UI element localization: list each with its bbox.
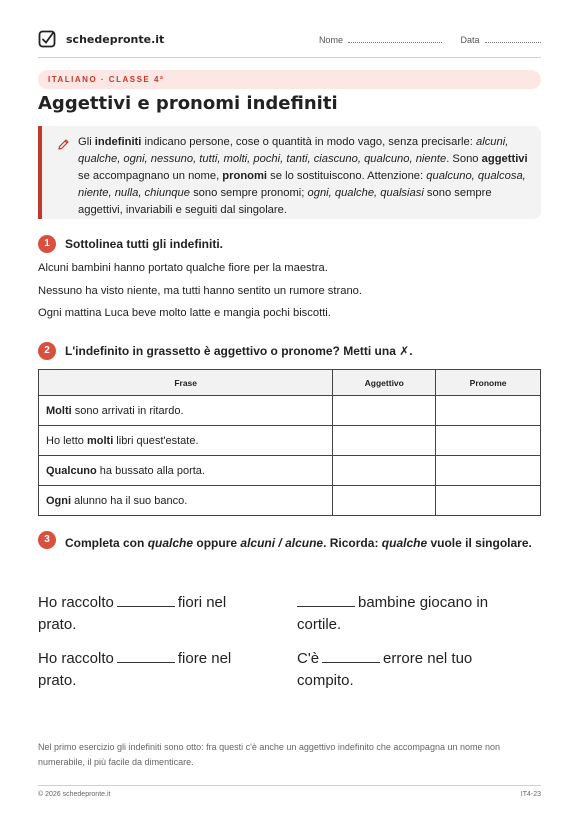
note-text: sono sempre aggettivi, invariabili e seguiti dal singolare. <box>78 187 492 216</box>
instruction-text: Completa con <box>65 536 148 550</box>
note-text: se lo sostituiscono. Attenzione: <box>267 170 427 182</box>
exercise-instruction: L'indefinito in grassetto è aggettivo o pronome? Metti una ✗. <box>65 344 413 358</box>
sentence-line: Nessuno ha visto niente, ma tutti hanno sentito un rumore strano. <box>38 285 363 297</box>
answer-blank[interactable] <box>117 593 175 607</box>
theory-note <box>38 126 541 219</box>
sentence-line: Alcuni bambini hanno portato qualche fiore per la maestra. <box>38 262 328 274</box>
note-italic: qualcuno, qualcosa, niente, nulla, chiunque <box>78 170 526 199</box>
table-row <box>39 396 541 426</box>
exercise-instruction: Sottolinea tutti gli indefiniti. <box>65 237 223 251</box>
note-text: indicano persone, cose o quantità in modo vago, senza precisarle: <box>141 136 476 148</box>
table-row <box>39 426 541 456</box>
note-text: sono sempre pronomi; <box>189 187 308 199</box>
checkbox-logo-icon <box>38 30 56 48</box>
sentence-text: ha bussato alla porta. <box>96 464 205 477</box>
exercise-1-heading <box>38 235 223 253</box>
sentence-line: Ogni mattina Luca beve molto latte e mangia pochi biscotti. <box>38 307 331 319</box>
exercise-number: 2 <box>38 342 56 360</box>
exercise-2-heading <box>38 342 413 360</box>
sentence-text: Ho letto <box>46 434 87 447</box>
page-title: Aggettivi e pronomi indefiniti <box>38 93 338 114</box>
aggettivo-checkbox-cell[interactable] <box>333 426 436 456</box>
instruction-italic: qualche <box>147 536 194 550</box>
logo <box>38 30 164 48</box>
fill-in-item <box>38 648 268 692</box>
pronome-checkbox-cell[interactable] <box>436 426 541 456</box>
pronome-checkbox-cell[interactable] <box>436 456 541 486</box>
item-text: Ho raccolto <box>38 594 114 611</box>
fill-in-item <box>297 648 527 692</box>
answer-blank[interactable] <box>297 593 355 607</box>
sentence-text: libri quest'estate. <box>113 434 199 447</box>
page-footer <box>38 785 541 798</box>
pronome-checkbox-cell[interactable] <box>436 486 541 516</box>
table-header-row <box>39 370 541 396</box>
item-text: fiore nel prato. <box>38 650 232 689</box>
page-header <box>38 30 541 58</box>
instruction-text: oppure <box>193 536 241 550</box>
sentence-cell <box>39 426 333 456</box>
instruction-italic: qualche <box>381 536 428 550</box>
item-text: errore nel tuo compito. <box>297 650 473 689</box>
subject-badge: ITALIANO · CLASSE 4ª <box>38 70 541 89</box>
sentence-text: alunno ha il suo banco. <box>71 494 188 507</box>
column-header: Aggettivo <box>333 370 436 396</box>
date-field[interactable] <box>460 35 541 45</box>
name-label: Nome <box>318 35 343 45</box>
exercise-number: 3 <box>38 531 56 549</box>
pronome-checkbox-cell[interactable] <box>436 396 541 426</box>
indefinite-word: Qualcuno <box>46 464 97 477</box>
exercise-number: 1 <box>38 235 56 253</box>
date-label: Data <box>460 35 480 45</box>
name-field[interactable] <box>319 35 443 45</box>
exercise-instruction <box>65 531 532 554</box>
name-date-fields <box>319 35 541 45</box>
indefinite-word: Ogni <box>46 494 72 507</box>
instruction-text: . Ricorda: <box>323 536 382 550</box>
classification-table <box>38 369 541 516</box>
aggettivo-checkbox-cell[interactable] <box>333 486 436 516</box>
exercise-3-heading <box>38 531 541 554</box>
note-bold: pronomi <box>222 170 268 182</box>
column-header: Pronome <box>436 370 541 396</box>
answer-blank[interactable] <box>117 649 175 663</box>
fill-in-item <box>297 592 527 636</box>
note-italic: ogni, qualche, qualsiasi <box>307 187 424 199</box>
answer-blank[interactable] <box>322 649 380 663</box>
note-text: . Sono <box>446 153 482 165</box>
pencil-icon <box>57 138 70 151</box>
site-name: schedepronte.it <box>66 32 165 46</box>
sentence-cell <box>39 396 333 426</box>
table-row <box>39 486 541 516</box>
item-text: fiori nel prato. <box>38 594 227 633</box>
worksheet-code: IT4-23 <box>520 791 541 798</box>
column-header: Frase <box>39 370 333 396</box>
instruction-text: vuole il singolare. <box>427 536 532 550</box>
copyright: © 2026 schedepronte.it <box>38 791 111 798</box>
instruction-italic: alcuni / alcune <box>240 536 324 550</box>
indefinite-word: Molti <box>46 404 72 417</box>
note-bold: aggettivi <box>481 153 528 165</box>
footnote: Nel primo esercizio gli indefiniti sono otto: fra questi c'è anche un aggettivo indefinito che accompagna un nome non numerabile, il più facile da dimenticare. <box>38 742 500 767</box>
note-text: se accompagnano un nome, <box>78 170 223 182</box>
aggettivo-checkbox-cell[interactable] <box>333 456 436 486</box>
sentence-text: sono arrivati in ritardo. <box>71 404 184 417</box>
sentence-cell <box>39 486 333 516</box>
aggettivo-checkbox-cell[interactable] <box>333 396 436 426</box>
note-bold: indefiniti <box>94 136 142 148</box>
table-row <box>39 456 541 486</box>
item-text: Ho raccolto <box>38 650 114 667</box>
item-text: C'è <box>297 650 320 667</box>
note-italic: alcuni, qualche, ogni, nessuno, tutti, molti, pochi, tanti, ciascuno, qualcuno, niente <box>78 136 509 165</box>
fill-in-item <box>38 592 268 636</box>
note-text: Gli <box>78 136 95 148</box>
item-text: bambine giocano in cortile. <box>297 594 489 633</box>
sentence-cell <box>39 456 333 486</box>
indefinite-word: molti <box>86 434 114 447</box>
